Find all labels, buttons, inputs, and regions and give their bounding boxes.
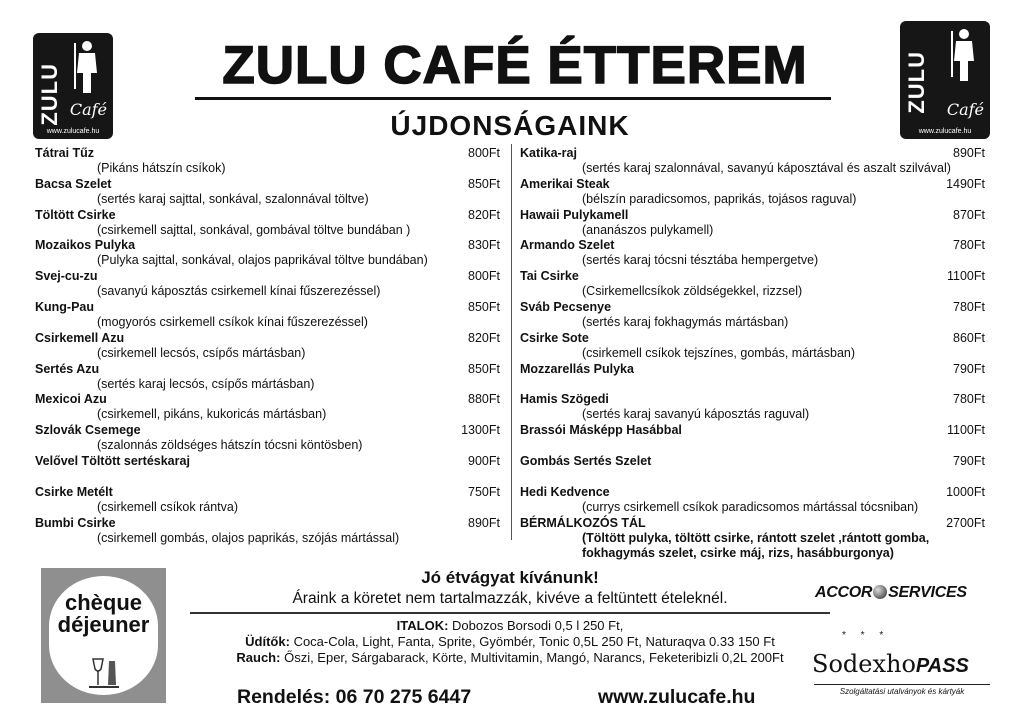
- menu-item: [35, 485, 500, 516]
- menu-item-price: 890Ft: [468, 515, 500, 530]
- menu-item: [35, 516, 500, 547]
- menu-item-description: (ananászos pulykamell): [582, 222, 714, 237]
- menu-item-price: 2700Ft: [946, 515, 985, 530]
- zulu-logo-left: [33, 33, 113, 139]
- menu-item-name: Tátrai Tűz: [35, 146, 95, 160]
- menu-item-price: 750Ft: [468, 484, 500, 499]
- menu-item-price: 1490Ft: [946, 176, 985, 191]
- menu-item-description: (csirkemell csíkok tejszínes, gombás, mártásban): [582, 345, 856, 360]
- menu-item: [520, 238, 985, 269]
- menu-item-price: 850Ft: [468, 361, 500, 376]
- menu-item: [520, 454, 985, 485]
- menu-item-name: Sertés Azu: [35, 361, 100, 376]
- menu-item-price: 880Ft: [468, 392, 500, 407]
- zulu-logo-right: [900, 21, 990, 139]
- menu-item-price: 800Ft: [468, 269, 500, 284]
- logo-url: www.zulucafe.hu: [918, 128, 972, 135]
- menu-item: [520, 269, 985, 300]
- logo-script: Café: [69, 100, 107, 119]
- menu-item: [35, 269, 500, 300]
- menu-item: [520, 392, 985, 423]
- menu-item-price: 780Ft: [953, 238, 985, 253]
- menu-item-name: Mozzarellás Pulyka: [520, 361, 634, 376]
- stars-icon: * * *: [842, 630, 890, 641]
- menu-item-name: Svej-cu-zu: [35, 269, 98, 284]
- menu-item: [35, 238, 500, 269]
- menu-item: [35, 177, 500, 208]
- menu-item-description: (sertés karaj lecsós, csípős mártásban): [97, 376, 315, 391]
- menu-item-description: (Csirkemellcsíkok zöldségekkel, rizzsel): [582, 284, 803, 299]
- cheque-dejeuner-logo: [41, 568, 166, 703]
- menu-item-price: 820Ft: [468, 330, 500, 345]
- menu-item-description: (mogyorós csirkemell csíkok kínai fűszerezéssel): [97, 314, 368, 329]
- menu-item-name: Mexicoi Azu: [35, 392, 107, 407]
- menu-item-description: (csirkemell lecsós, csípős mártásban): [97, 345, 306, 360]
- menu-item-price: 1300Ft: [461, 423, 500, 438]
- menu-item-price: 1100Ft: [947, 269, 985, 284]
- menu-item-description: (csirkemell sajttal, sonkával, gombával töltve bundában ): [97, 222, 411, 237]
- menu-item-name: Szlovák Csemege: [35, 423, 141, 438]
- logo-word: ZULU: [37, 63, 62, 126]
- menu-item-price: 890Ft: [953, 146, 985, 160]
- menu-item-price: 850Ft: [468, 299, 500, 314]
- menu-item: [35, 362, 500, 393]
- menu-item-description: (sertés karaj szalonnával, savanyú káposztával és aszalt szilvával): [582, 161, 951, 175]
- menu-item-name: Gombás Sertés Szelet: [520, 453, 652, 468]
- menu-item-price: 850Ft: [468, 176, 500, 191]
- menu-item-price: 870Ft: [953, 207, 985, 222]
- footer-message: [190, 568, 830, 608]
- menu-item-price: 860Ft: [953, 330, 985, 345]
- menu-item: [520, 331, 985, 362]
- sodexho-subtitle: Szolgáltatási utalványok és kártyák: [814, 684, 990, 696]
- sodexho-pass-logo: SodexhoPASS: [812, 650, 969, 678]
- page-subtitle: ÚJDONSÁGAINK: [390, 110, 630, 141]
- menu-item-description: (Pulyka sajttal, sonkával, olajos paprikával töltve bundában): [97, 253, 428, 268]
- bon-appetit-text: Jó étvágyat kívánunk!: [421, 568, 599, 587]
- menu-item-description: (csirkemell gombás, olajos paprikás, szójás mártással): [97, 530, 400, 545]
- drinks-uditok: Üdítők: Coca-Cola, Light, Fanta, Sprite, Gyömbér, Tonic 0,5L 250 Ft, Naturaqva 0.33 150 Ft: [245, 634, 775, 649]
- menu-item-description: (sertés karaj savanyú káposztás raguval): [582, 407, 810, 422]
- menu-item-name: Csirke Sote: [520, 330, 589, 345]
- menu-item: [35, 331, 500, 362]
- menu-item: [35, 423, 500, 454]
- figure-icon: [71, 39, 101, 95]
- order-phone: Rendelés: 06 70 275 6447: [237, 686, 472, 708]
- menu-item: [35, 454, 500, 485]
- menu-item-description: (savanyú káposztás csirkemell kínai fűszerezéssel): [97, 284, 381, 299]
- menu-item-description: (sertés karaj sajttal, sonkával, szalonnával töltve): [97, 191, 369, 206]
- menu-item-description: (Pikáns hátszín csíkok): [97, 161, 226, 175]
- menu-item-price: 780Ft: [953, 299, 985, 314]
- menu-column-right: [520, 146, 985, 560]
- menu-item-name: Velővel Töltött sertéskaraj: [35, 453, 190, 468]
- menu-item-description: fokhagymás szelet, csirke máj, rizs, hasábburgonya): [582, 545, 894, 560]
- menu-item-name: Töltött Csirke: [35, 207, 116, 222]
- menu-item: [35, 146, 500, 177]
- menu-item: [520, 146, 985, 177]
- menu-item: [520, 177, 985, 208]
- menu-item-price: 820Ft: [468, 207, 500, 222]
- menu-item: [520, 423, 985, 454]
- menu-item-name: Tai Csirke: [520, 269, 579, 284]
- title-divider: [195, 97, 831, 100]
- menu-item-name: Csirkemell Azu: [35, 330, 125, 345]
- website-link[interactable]: www.zulucafe.hu: [598, 686, 756, 708]
- menu-item: [35, 392, 500, 423]
- logo-word: ZULU: [904, 51, 929, 114]
- cheque-line1: chèque: [64, 590, 143, 615]
- menu-item: [35, 208, 500, 239]
- menu-item: [520, 362, 985, 393]
- menu-item-price: 830Ft: [468, 238, 500, 253]
- menu-item-name: Kung-Pau: [35, 299, 95, 314]
- accor-services-logo: ACCOR SERVICES: [815, 584, 967, 601]
- menu-item-description: (Töltött pulyka, töltött csirke, rántott szelet ,rántott gomba,: [582, 530, 930, 545]
- menu-item-name: Katika-raj: [520, 146, 577, 160]
- logo-url: www.zulucafe.hu: [46, 128, 100, 135]
- menu-item: [35, 300, 500, 331]
- menu-item-name: Armando Szelet: [520, 238, 615, 253]
- cheque-line2: déjeuner: [57, 612, 150, 637]
- menu-item-description: (csirkemell, pikáns, kukoricás mártásban): [97, 407, 327, 422]
- menu-item-name: BÉRMÁLKOZÓS TÁL: [520, 515, 646, 530]
- drinks-italok: ITALOK: Dobozos Borsodi 0,5 l 250 Ft,: [396, 618, 624, 633]
- menu-item-description: (currys csirkemell csíkok paradicsomos mártással tócsniban): [582, 499, 919, 514]
- drinks-list: [185, 618, 835, 666]
- menu-item-name: Bumbi Csirke: [35, 515, 116, 530]
- menu-column-left: [35, 146, 500, 546]
- menu-item-price: 1000Ft: [946, 484, 985, 499]
- menu-item-price: 800Ft: [468, 146, 500, 160]
- menu-item: [520, 208, 985, 239]
- menu-item-name: Hamis Szögedi: [520, 392, 609, 407]
- menu-item-name: Mozaikos Pulyka: [35, 238, 136, 253]
- menu-item-description: (sertés karaj fokhagymás mártásban): [582, 314, 789, 329]
- menu-item-price: 790Ft: [953, 453, 985, 468]
- menu-item-name: Amerikai Steak: [520, 176, 610, 191]
- accor-globe-icon: [873, 585, 887, 599]
- column-divider: [511, 144, 512, 540]
- price-note: Áraink a köretet nem tartalmazzák, kivéve a feltüntett ételeknél.: [292, 590, 728, 607]
- wine-glass-icon: [89, 655, 119, 691]
- menu-item-name: Hedi Kedvence: [520, 484, 610, 499]
- menu-item-description: (sertés karaj tócsni tésztába hempergetve): [582, 253, 819, 268]
- menu-item: [520, 300, 985, 331]
- menu-item-name: Brassói Másképp Hasábbal: [520, 423, 682, 438]
- drinks-rauch: Rauch: Őszi, Eper, Sárgabarack, Körte, Multivitamin, Mangó, Narancs, Feketeribizli 0,2L 200Ft: [236, 650, 784, 665]
- menu-item-price: 790Ft: [953, 361, 985, 376]
- menu-item-name: Csirke Metélt: [35, 484, 113, 499]
- menu-item-description: (bélszín paradicsomos, paprikás, tojásos raguval): [582, 191, 857, 206]
- menu-item-name: Bacsa Szelet: [35, 176, 112, 191]
- figure-icon: [948, 27, 978, 83]
- menu-item-price: 900Ft: [468, 453, 500, 468]
- menu-item-description: (csirkemell csíkok rántva): [97, 499, 238, 514]
- menu-item-name: Sváb Pecsenye: [520, 299, 612, 314]
- footer-divider: [190, 612, 830, 614]
- menu-item: [520, 485, 985, 516]
- menu-item-price: 780Ft: [953, 392, 985, 407]
- page-title: ZULU CAFÉ ÉTTEREM: [222, 36, 808, 95]
- menu-item-description: (szalonnás zöldséges hátszín tócsni köntösben): [97, 438, 363, 453]
- menu-item: [520, 515, 985, 560]
- logo-script: Café: [946, 100, 984, 119]
- menu-item-price: 1100Ft: [947, 423, 985, 438]
- menu-item-name: Hawaii Pulykamell: [520, 207, 629, 222]
